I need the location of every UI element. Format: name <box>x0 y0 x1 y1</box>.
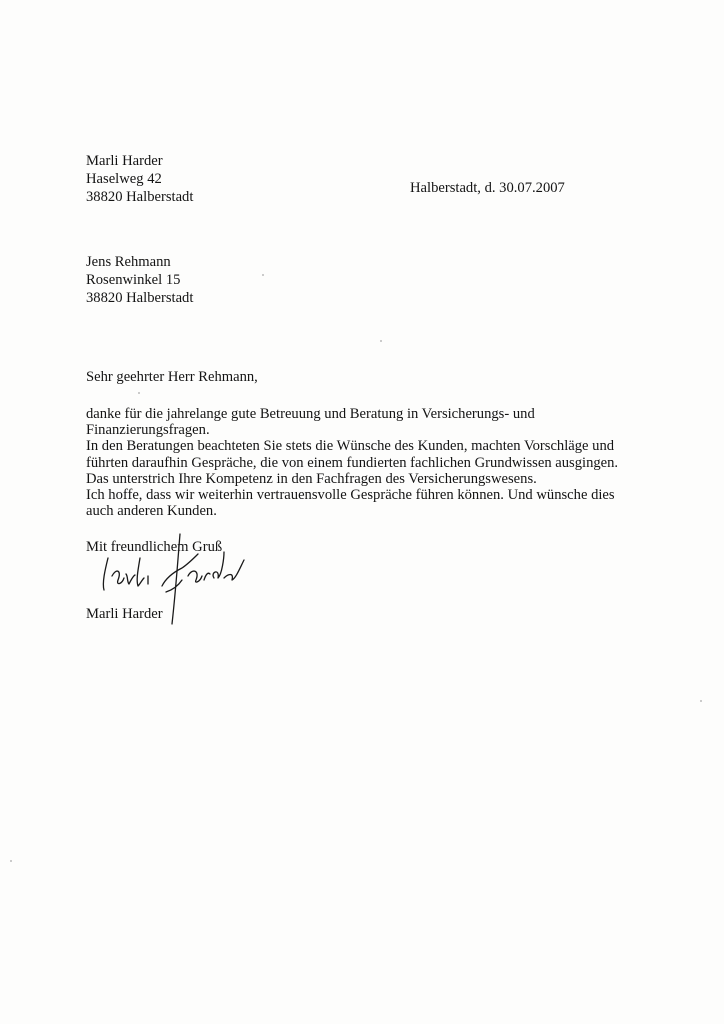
sender-name: Marli Harder <box>86 153 163 169</box>
letter-body <box>86 406 618 519</box>
scan-speck <box>262 274 264 276</box>
recipient-address <box>86 254 193 308</box>
body-line: In den Beratungen beachteten Sie stets die Wünsche des Kunden, machten Vorschläge und <box>86 438 615 455</box>
body-line: Finanzierungsfragen. <box>86 422 210 439</box>
date-line: Halberstadt, d. 30.07.2007 <box>410 180 565 196</box>
body-line: danke für die jahrelange gute Betreuung und Beratung in Versicherungs- und <box>86 406 535 422</box>
sender-city: 38820 Halberstadt <box>86 189 194 205</box>
recipient-city: 38820 Halberstadt <box>86 290 194 306</box>
body-line: auch anderen Kunden. <box>86 503 217 520</box>
scan-speck <box>700 700 702 702</box>
sender-address <box>86 153 193 207</box>
body-line: Das unterstrich Ihre Kompetenz in den Fachfragen des Versicherungswesens. <box>86 470 537 487</box>
body-line: führten daraufhin Gespräche, die von einem fundierten fachlichen Grundwissen ausgingen. <box>86 454 619 471</box>
recipient-name: Jens Rehmann <box>86 254 171 270</box>
signed-name: Marli Harder <box>86 606 163 622</box>
body-line: Ich hoffe, dass wir weiterhin vertrauensvolle Gespräche führen können. Und wünsche dies <box>86 486 615 503</box>
recipient-street: Rosenwinkel 15 <box>86 272 181 288</box>
scan-speck <box>138 392 140 394</box>
closing: Mit freundlichem Gruß <box>86 539 223 555</box>
sender-street: Haselweg 42 <box>86 171 162 187</box>
salutation: Sehr geehrter Herr Rehmann, <box>86 369 258 385</box>
scan-speck <box>10 860 12 862</box>
scan-speck <box>380 340 382 342</box>
